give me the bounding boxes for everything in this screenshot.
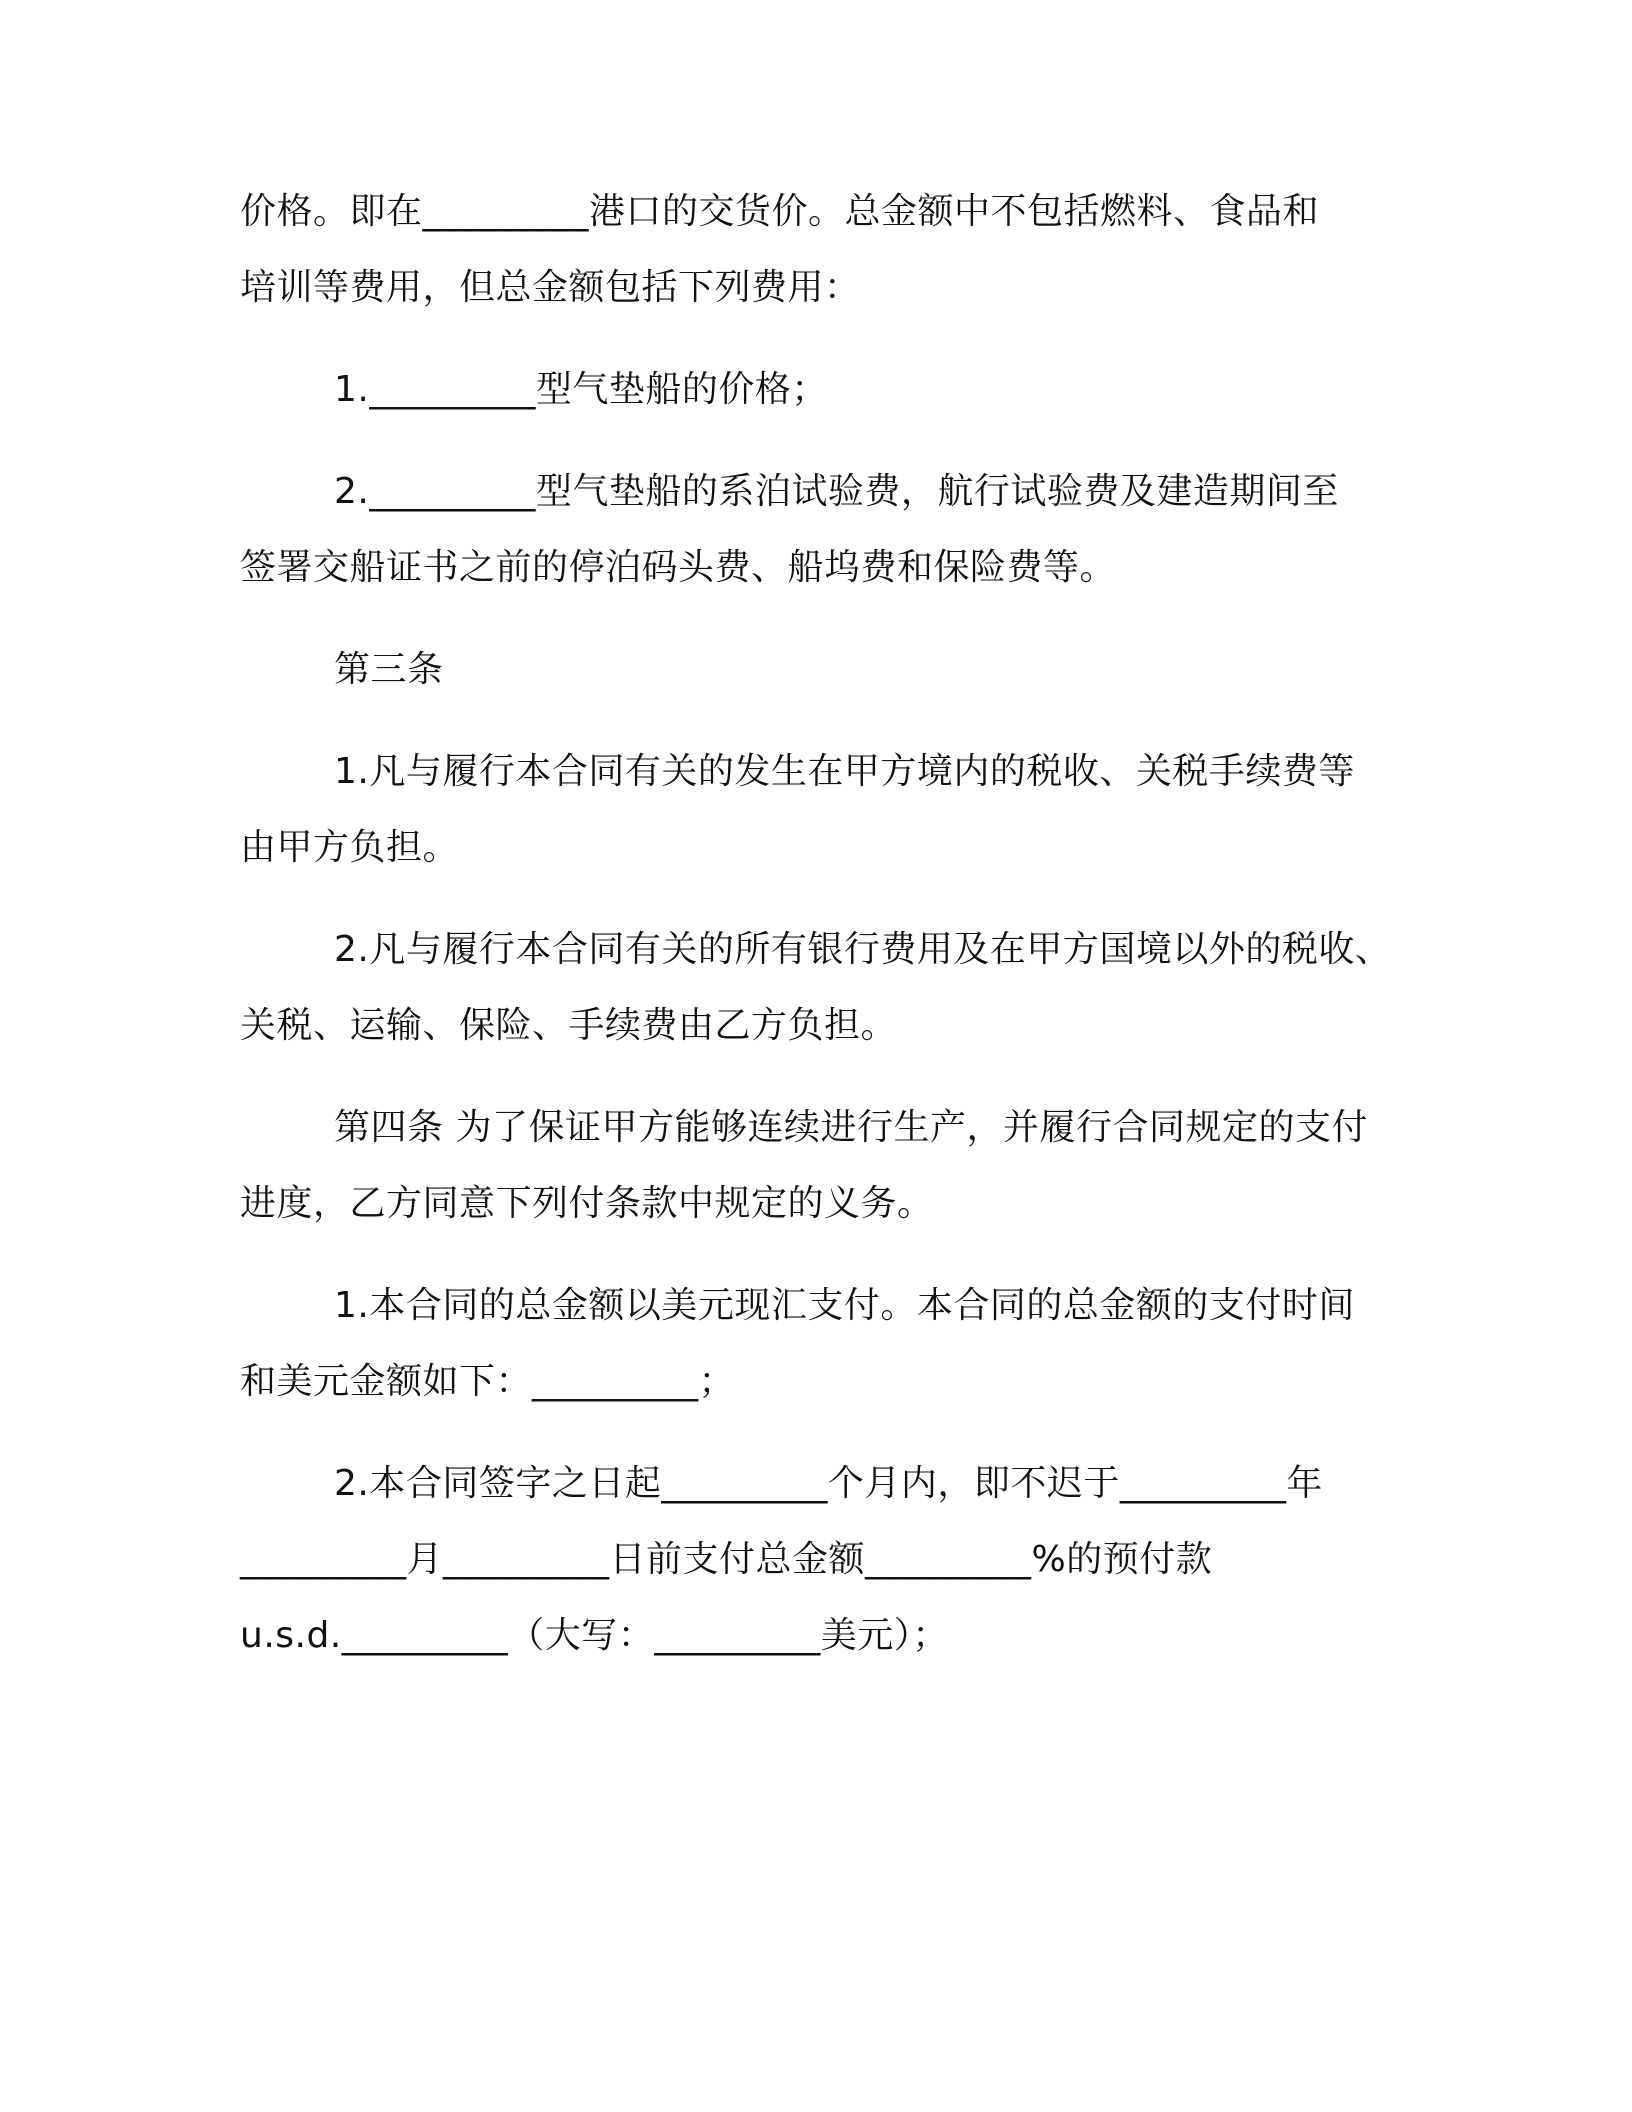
text-line: 关税、运输、保险、手续费由乙方负担。 [240, 1005, 898, 1046]
section-heading: 第三条 [334, 649, 444, 690]
section-paragraph: 第四条 为了保证甲方能够连续进行生产，并履行合同规定的支付 [334, 1107, 1368, 1148]
list-item: 2.凡与履行本合同有关的所有银行费用及在甲方国境以外的税收、 [334, 929, 1392, 970]
text-line: 和美元金额如下：_________； [240, 1361, 736, 1402]
list-item: 1.凡与履行本合同有关的发生在甲方境内的税收、关税手续费等 [334, 751, 1355, 792]
list-item: 2.本合同签字之日起_________个月内，即不迟于_________年 [334, 1463, 1323, 1504]
text-line: 签署交船证书之前的停泊码头费、船坞费和保险费等。 [240, 547, 1117, 588]
text-line: u.s.d._________（大写：_________美元）； [240, 1615, 949, 1656]
list-item: 1._________型气垫船的价格； [334, 369, 828, 410]
text-line: 价格。即在_________港口的交货价。总金额中不包括燃料、食品和 [240, 191, 1320, 232]
list-item: 1.本合同的总金额以美元现汇支付。本合同的总金额的支付时间 [334, 1285, 1355, 1326]
text-line: 培训等费用，但总金额包括下列费用： [240, 267, 861, 308]
text-line: 进度，乙方同意下列付条款中规定的义务。 [240, 1183, 934, 1224]
text-line: _________月_________日前支付总金额_________%的预付款 [240, 1539, 1213, 1580]
list-item: 2._________型气垫船的系泊试验费，航行试验费及建造期间至 [334, 471, 1339, 512]
text-line: 由甲方负担。 [240, 827, 460, 868]
